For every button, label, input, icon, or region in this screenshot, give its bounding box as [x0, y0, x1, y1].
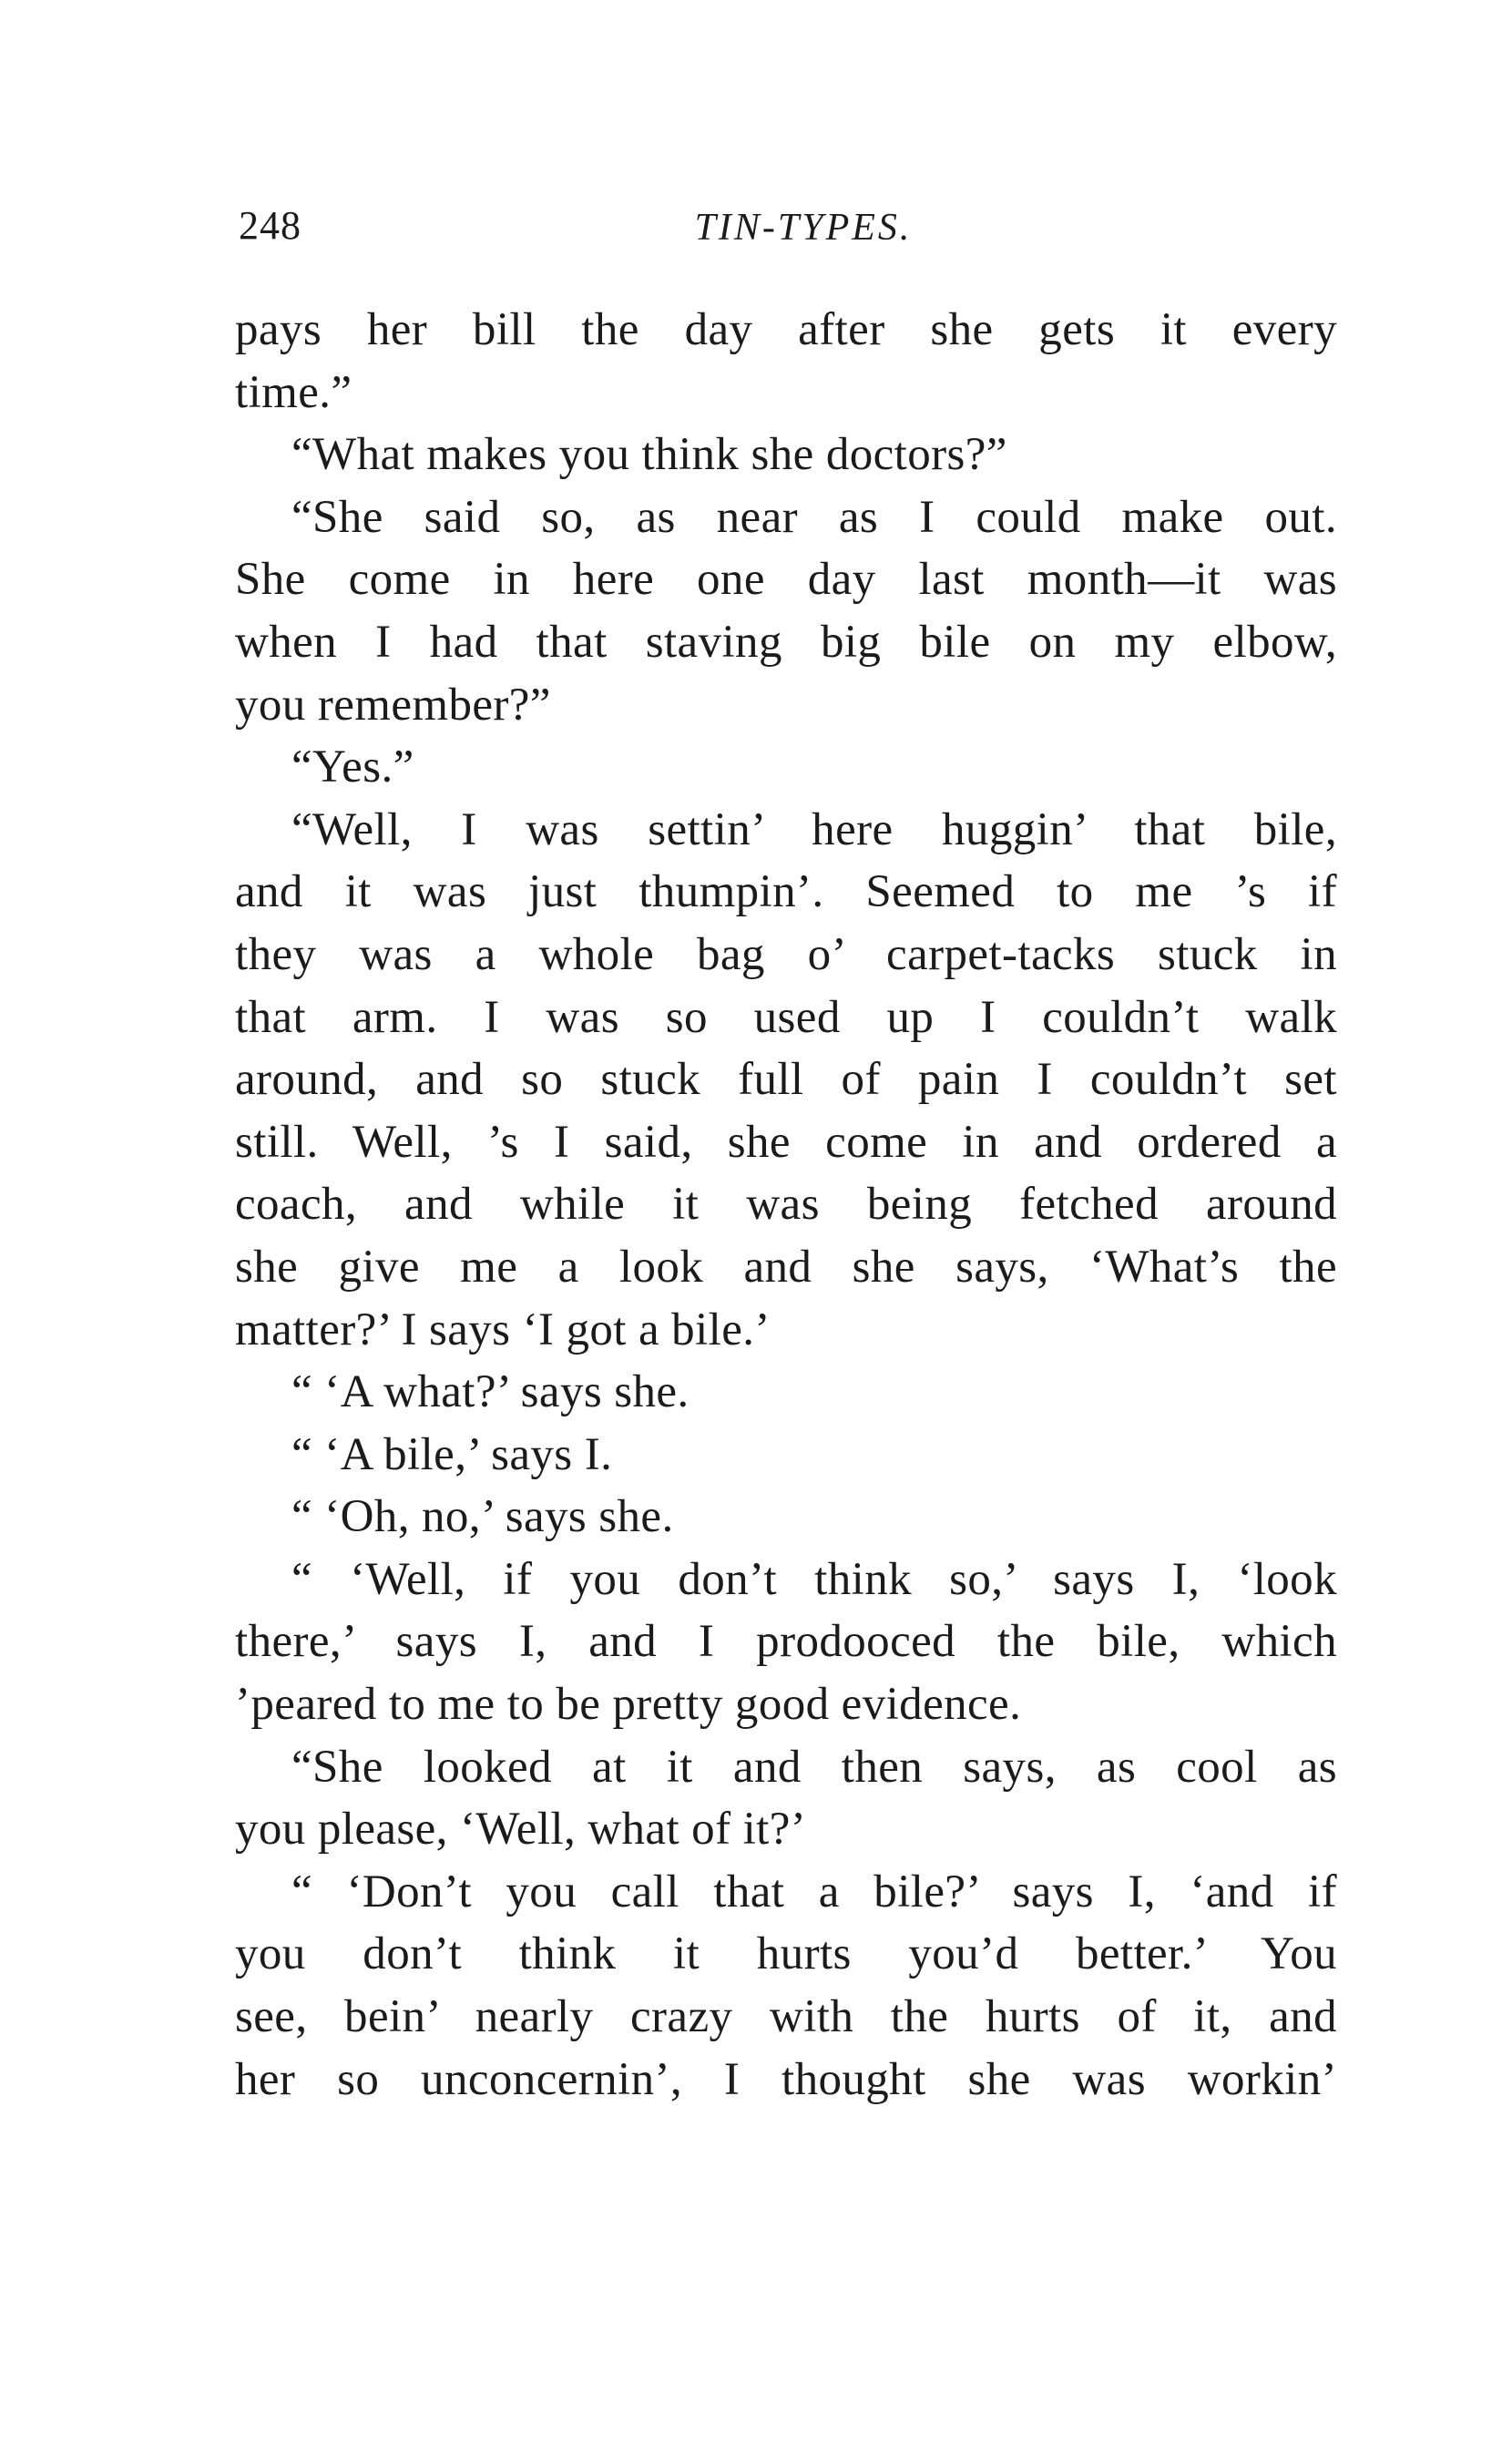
text-line: you don’t think it hurts you’d better.’ You — [235, 1928, 1337, 1980]
text-line: “She said so, as near as I could make out. — [291, 491, 1337, 543]
text-line: coach, and while it was being fetched around — [235, 1179, 1337, 1231]
text-line: around, and so stuck full of pain I couldn’t set — [235, 1054, 1337, 1106]
text-line: “ ‘Don’t you call that a bile?’ says I, ‘and if — [291, 1866, 1337, 1917]
text-line: her so unconcernin’, I thought she was workin’ — [235, 2053, 1337, 2105]
page-number: 248 — [239, 203, 301, 248]
text-line: “ ‘Oh, no,’ says she. — [291, 1491, 674, 1543]
text-line: “ ‘A what?’ says she. — [291, 1366, 690, 1418]
text-line: “Yes.” — [291, 741, 414, 793]
page-header — [239, 202, 1323, 257]
running-head: TIN-TYPES. — [694, 207, 913, 249]
text-line: “ ‘Well, if you don’t think so,’ says I, ‘look — [291, 1553, 1337, 1605]
text-line: that arm. I was so used up I couldn’t walk — [235, 991, 1337, 1043]
text-line: “She looked at it and then says, as cool as — [291, 1741, 1337, 1793]
text-line: pays her bill the day after she gets it every — [235, 304, 1337, 355]
text-line: ’peared to me to be pretty good evidence. — [235, 1679, 1022, 1731]
text-line: “What makes you think she doctors?” — [291, 429, 1007, 481]
text-line: there,’ says I, and I prodooced the bile, which — [235, 1616, 1337, 1668]
body-text — [235, 299, 1337, 2111]
text-line: when I had that staving big bile on my elbow, — [235, 616, 1337, 668]
text-line: time.” — [235, 366, 352, 418]
text-line: matter?’ I says ‘I got a bile.’ — [235, 1304, 771, 1355]
text-line: still. Well, ’s I said, she come in and ordered a — [235, 1116, 1337, 1168]
text-line: you remember?” — [235, 679, 551, 731]
text-line: “ ‘A bile,’ says I. — [291, 1428, 613, 1480]
text-line: she give me a look and she says, ‘What’s the — [235, 1241, 1337, 1293]
text-line: you please, ‘Well, what of it?’ — [235, 1804, 807, 1856]
text-line: and it was just thumpin’. Seemed to me ’s if — [235, 866, 1337, 918]
text-line: they was a whole bag o’ carpet-tacks stuck in — [235, 928, 1337, 980]
text-line: “Well, I was settin’ here huggin’ that bile, — [291, 803, 1337, 855]
text-line: see, bein’ nearly crazy with the hurts of it, and — [235, 1991, 1337, 2043]
text-line: She come in here one day last month—it was — [235, 554, 1337, 606]
